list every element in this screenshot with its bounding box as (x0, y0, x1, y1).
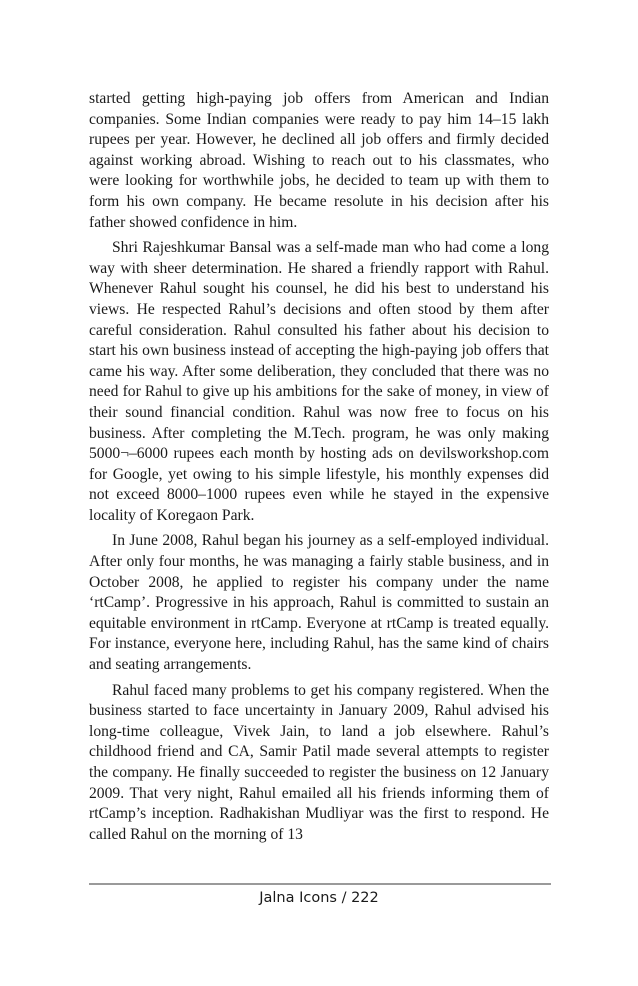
page-footer: Jalna Icons / 222 (259, 890, 379, 906)
body-paragraph: In June 2008, Rahul began his journey as a self-employed individual. After only four months, he was managing a fairly stable business, and in October 2008, he applied to register his company under the name ‘rtCamp’. Progressive in his approach, Rahul is committed to sustain an equitable environment in rtCamp. Everyone at rtCamp is treated equally. For instance, everyone here, including Rahul, has the same kind of chairs and seating arrangements. (89, 532, 549, 674)
body-paragraph: Shri Rajeshkumar Bansal was a self-made man who had come a long way with sheer determination. He shared a friendly rapport with Rahul. Whenever Rahul sought his counsel, he did his best to understand his views. He respected Rahul’s decisions and often stood by them after careful consideration. Rahul consulted his father about his decision to start his own business instead of accepting the high-paying job offers that came his way. After some deliberation, they concluded that there was no need for Rahul to give up his ambitions for the sake of money, in view of their sound financial condition. Rahul was now free to focus on his business. After completing the M.Tech. program, he was only making 5000¬–6000 rupees each month by hosting ads on devilsworkshop.com for Google, yet owing to his simple lifestyle, his monthly expenses did not exceed 8000–1000 rupees even while he stayed in the expensive locality of Koregaon Park. (89, 239, 549, 524)
body-paragraph: Rahul faced many problems to get his company registered. When the business started to face uncertainty in January 2009, Rahul advised his long-time colleague, Vivek Jain, to land a job elsewhere. Rahul’s childhood friend and CA, Samir Patil made several attempts to register the company. He finally succeeded to register the business on 12 January 2009. That very night, Rahul emailed all his friends informing them of rtCamp’s inception. Radhakishan Mudliyar was the first to respond. He called Rahul on the morning of 13 (89, 681, 549, 843)
body-paragraph: started getting high-paying job offers from American and Indian companies. Some Indian companies were ready to pay him 14–15 lakh rupees per year. However, he declined all job offers and firmly decided against working abroad. Wishing to reach out to his classmates, who were looking for worthwhile jobs, he decided to team up with them to form his own company. He became resolute in his decision after his father showed confidence in him. (89, 90, 549, 231)
page-body (89, 89, 549, 850)
footer-divider (89, 883, 551, 885)
